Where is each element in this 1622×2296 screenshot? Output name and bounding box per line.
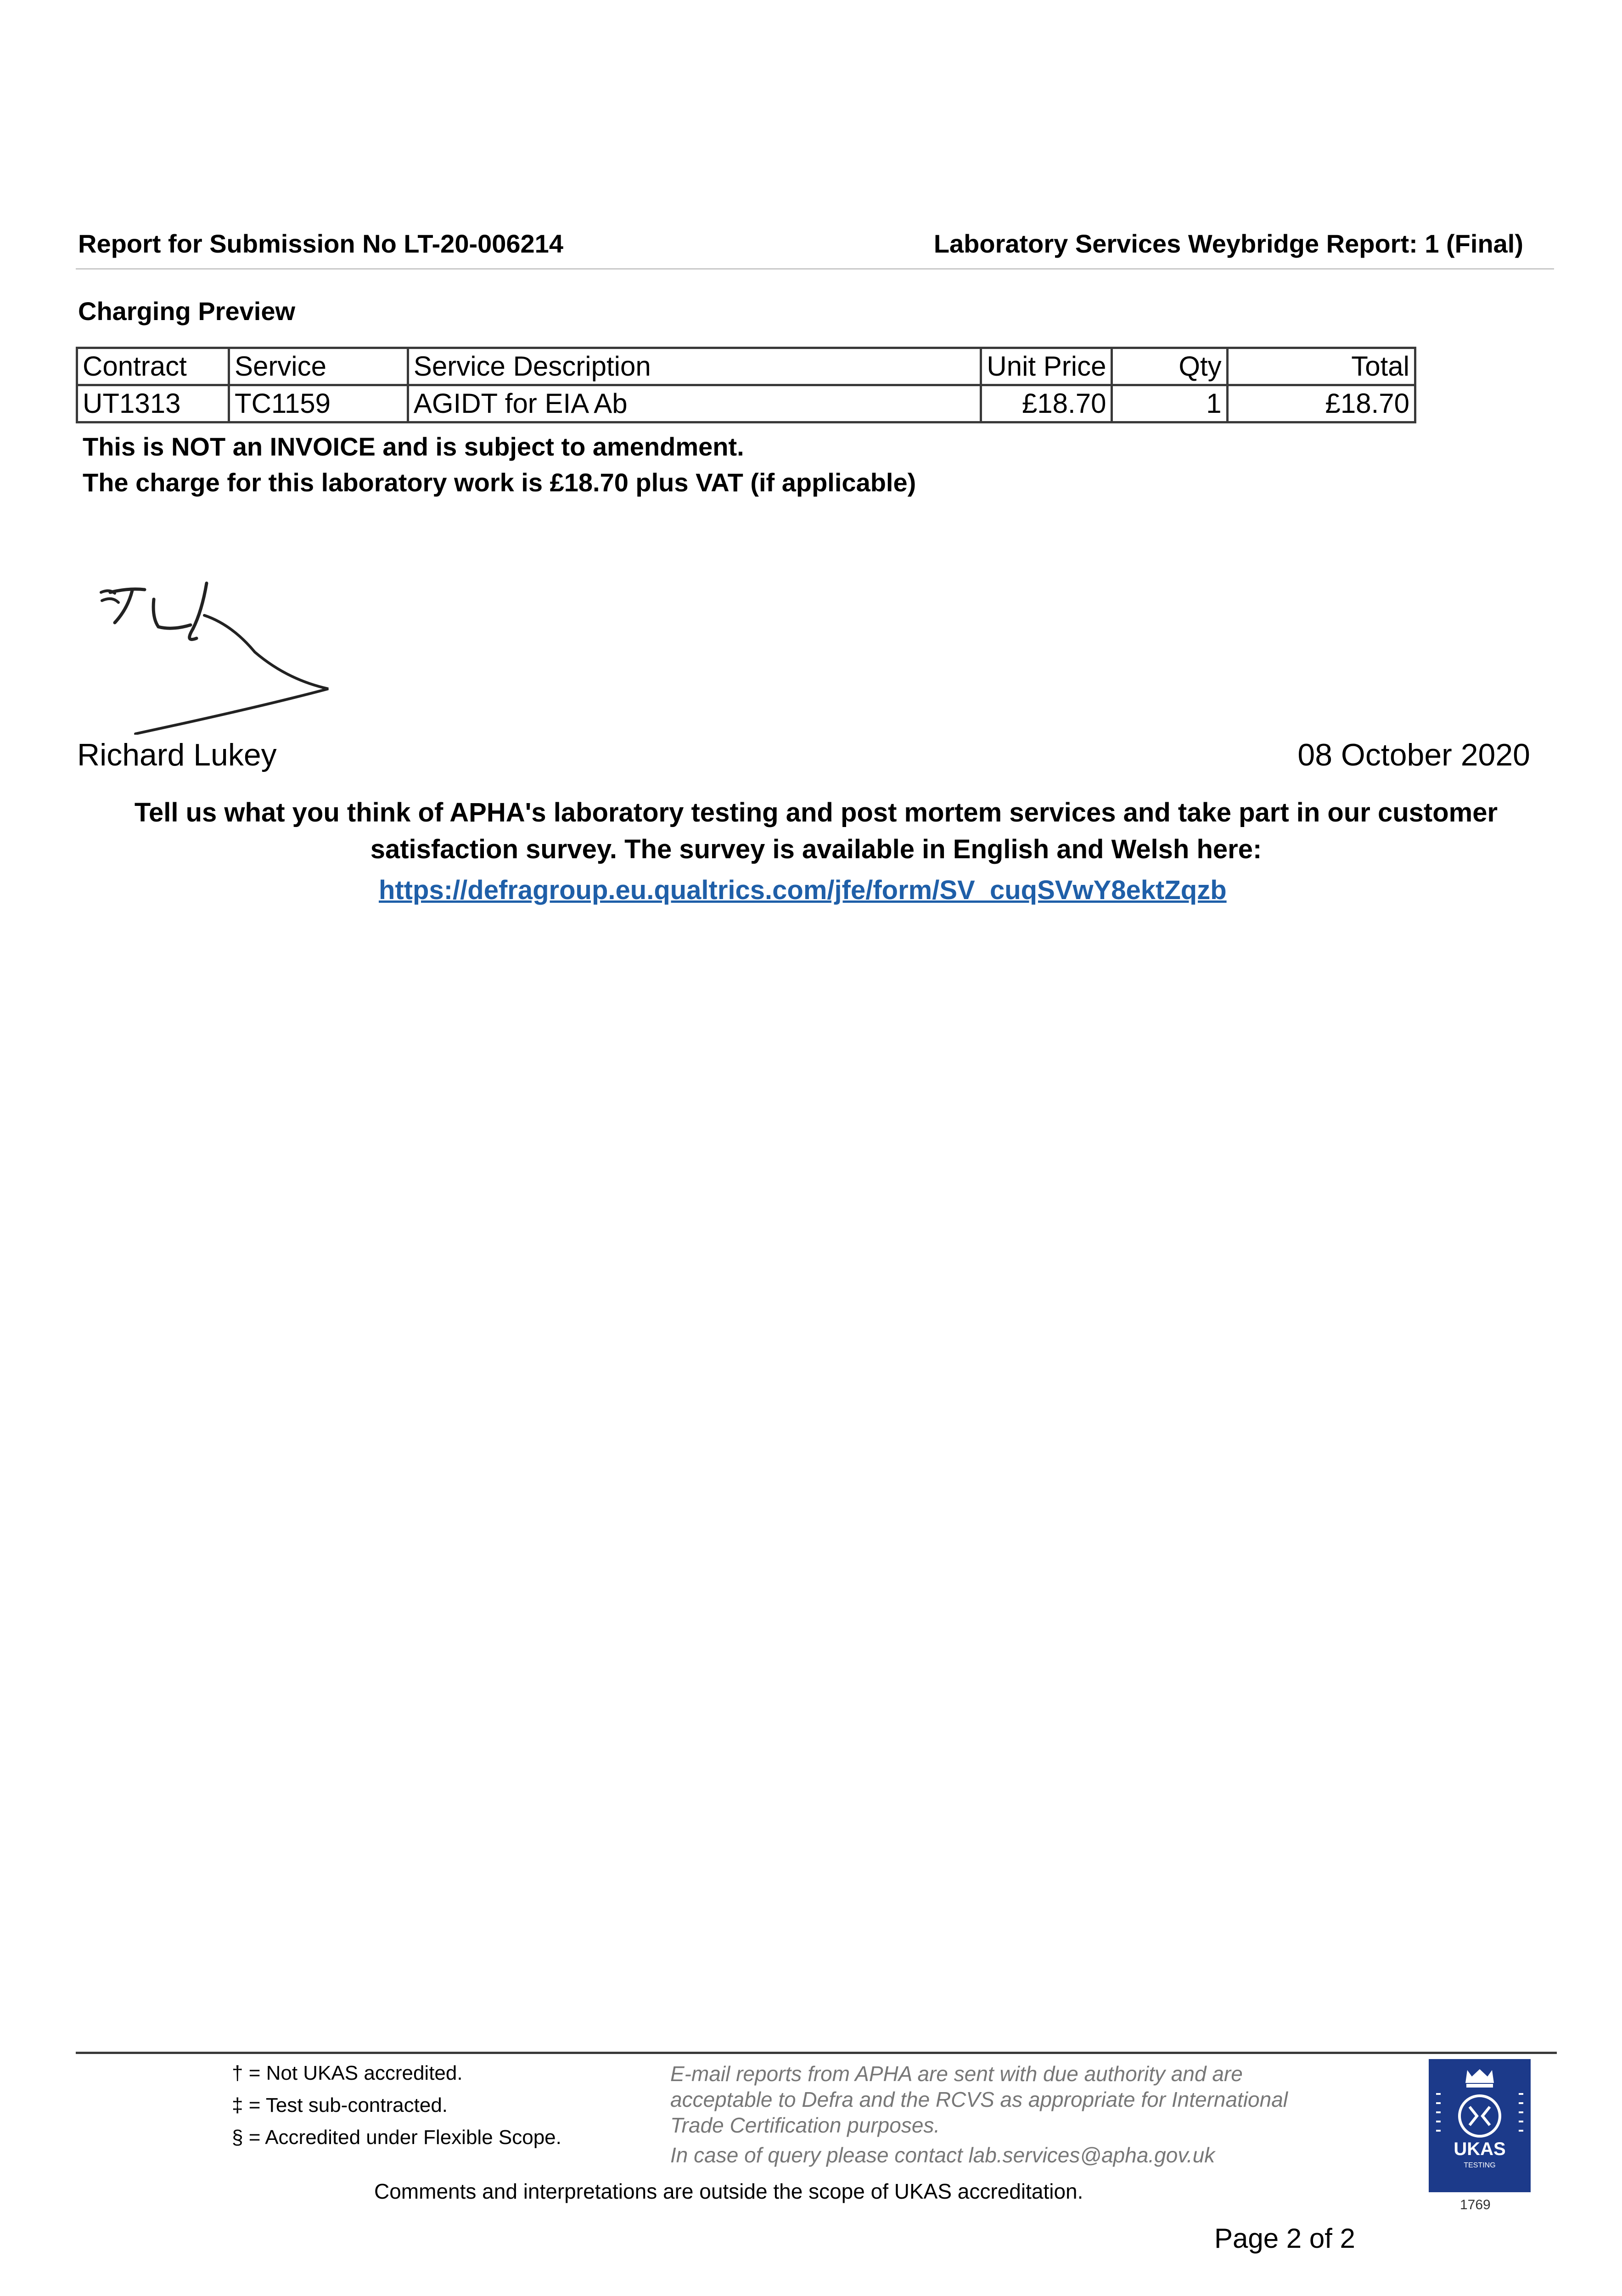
- signature-image: [92, 574, 340, 735]
- ukas-logo: [1429, 2059, 1531, 2192]
- table-row: [77, 385, 1415, 422]
- disclaimer-line-2: acceptable to Defra and the RCVS as appropriate for International: [670, 2088, 1288, 2111]
- invoice-disclaimer: This is NOT an INVOICE and is subject to amendment.: [83, 432, 744, 461]
- survey-link[interactable]: https://defragroup.eu.qualtrics.com/jfe/form/SV_cuqSVwY8ektZqzb: [379, 875, 1227, 905]
- table-header-row: [77, 348, 1415, 385]
- charges-table: [76, 347, 1416, 423]
- col-service-description: Service Description: [408, 348, 981, 385]
- query-contact: In case of query please contact lab.services@apha.gov.uk: [670, 2143, 1215, 2167]
- ukas-accreditation-number: 1769: [1460, 2197, 1491, 2212]
- survey-line-2: satisfaction survey. The survey is available in English and Welsh here:: [370, 834, 1262, 864]
- col-total: Total: [1227, 348, 1415, 385]
- report-title: Laboratory Services Weybridge Report: 1 (Final): [933, 229, 1523, 258]
- cell-contract: UT1313: [77, 385, 229, 422]
- cell-unit-price: £18.70: [981, 385, 1112, 422]
- signatory-name: Richard Lukey: [77, 737, 277, 772]
- ukas-crown-icon: [1431, 2061, 1529, 2190]
- cell-total: £18.70: [1227, 385, 1415, 422]
- disclaimer-line-1: E-mail reports from APHA are sent with due authority and are: [670, 2062, 1243, 2086]
- footer-divider: [76, 2052, 1557, 2054]
- cell-service: TC1159: [229, 385, 408, 422]
- col-service: Service: [229, 348, 408, 385]
- header-divider: [76, 268, 1554, 270]
- col-unit-price: Unit Price: [981, 348, 1112, 385]
- col-qty: Qty: [1112, 348, 1227, 385]
- cell-qty: 1: [1112, 385, 1227, 422]
- legend-flexible-scope: § = Accredited under Flexible Scope.: [232, 2126, 561, 2149]
- email-disclaimer: [670, 2061, 1386, 2138]
- col-contract: Contract: [77, 348, 229, 385]
- ukas-wordmark: UKAS: [1454, 2139, 1506, 2159]
- disclaimer-line-3: Trade Certification purposes.: [670, 2113, 940, 2137]
- survey-text: [76, 794, 1556, 868]
- submission-number: Report for Submission No LT-20-006214: [78, 229, 563, 258]
- charge-statement: The charge for this laboratory work is £18.70 plus VAT (if applicable): [83, 468, 916, 497]
- signature-date: 08 October 2020: [1297, 737, 1530, 772]
- charging-preview-title: Charging Preview: [78, 297, 296, 326]
- survey-line-1: Tell us what you think of APHA's laboratory testing and post mortem services and take part in our customer: [134, 798, 1498, 827]
- page-number: Page 2 of 2: [1214, 2223, 1355, 2254]
- cell-service-description: AGIDT for EIA Ab: [408, 385, 981, 422]
- accreditation-legend: [232, 2057, 561, 2154]
- ukas-testing-label: TESTING: [1464, 2161, 1496, 2169]
- legend-sub-contracted: ‡ = Test sub-contracted.: [232, 2094, 448, 2116]
- legend-not-ukas: † = Not UKAS accredited.: [232, 2062, 463, 2084]
- ukas-comments-note: Comments and interpretations are outside the scope of UKAS accreditation.: [374, 2179, 1083, 2203]
